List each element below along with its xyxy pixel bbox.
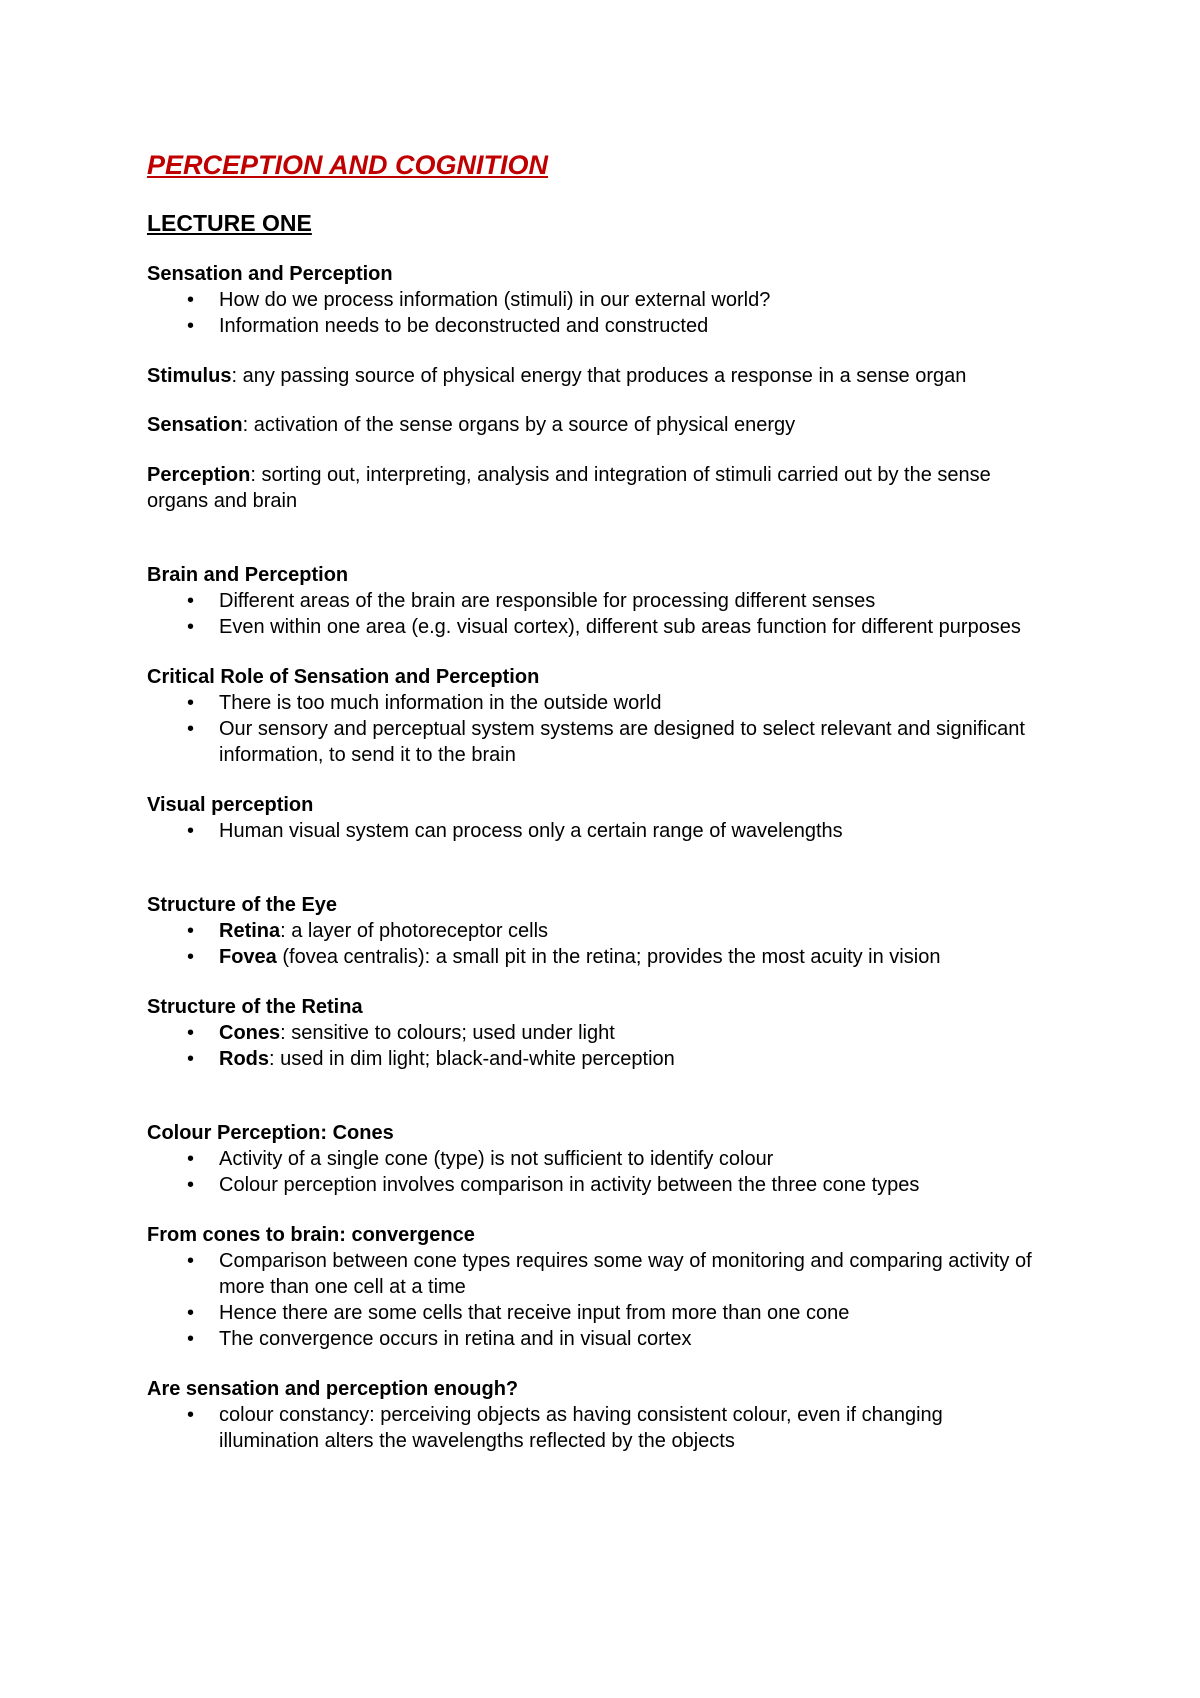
list-item (147, 1326, 1047, 1352)
section-structure-of-retina (147, 994, 1047, 1072)
section-heading: Colour Perception: Cones (147, 1122, 394, 1144)
bullet-list (147, 1020, 1047, 1072)
bullet-list (147, 287, 1047, 339)
definition-perception (147, 462, 1047, 514)
list-item-label: Retina (219, 920, 281, 942)
bullet-icon: • (187, 1148, 195, 1170)
section-heading: Brain and Perception (147, 564, 349, 586)
bullet-icon: • (187, 1328, 195, 1350)
definition-text: : sorting out, interpreting, analysis and integration of stimuli carried out by the sense organs and brain (147, 464, 991, 512)
list-item (147, 1146, 1047, 1172)
list-item-label: Cones (219, 1022, 281, 1044)
definition-stimulus (147, 363, 1047, 389)
section-sensation-and-perception (147, 261, 1047, 339)
list-item-label: Fovea (219, 946, 277, 968)
definition-term: Perception (147, 464, 251, 486)
section-heading: Visual perception (147, 794, 314, 816)
section-heading: Structure of the Eye (147, 894, 338, 916)
list-item-text: The convergence occurs in retina and in visual cortex (219, 1328, 692, 1350)
bullet-list (147, 1146, 1047, 1198)
list-item-text: : a layer of photoreceptor cells (280, 920, 549, 942)
bullet-icon: • (187, 616, 195, 638)
list-item (147, 944, 1047, 970)
list-item (147, 614, 1047, 640)
list-item-text: (fovea centralis): a small pit in the retina; provides the most acuity in vision (276, 946, 941, 968)
bullet-list (147, 818, 1047, 844)
bullet-list (147, 588, 1047, 640)
bullet-icon: • (187, 1302, 195, 1324)
section-convergence (147, 1222, 1047, 1352)
bullet-list (147, 1248, 1047, 1352)
list-item-text: colour constancy: perceiving objects as having consistent colour, even if changing illumination alters the wavelengths reflected by the objects (219, 1404, 943, 1452)
list-item-text: Comparison between cone types requires some way of monitoring and comparing activity of more than one cell at a time (219, 1250, 1032, 1298)
list-item-text: Activity of a single cone (type) is not sufficient to identify colour (219, 1148, 774, 1170)
section-visual-perception (147, 792, 1047, 844)
list-item (147, 1300, 1047, 1326)
section-critical-role (147, 664, 1047, 768)
list-item (147, 690, 1047, 716)
list-item-text: Different areas of the brain are responsible for processing different senses (219, 590, 876, 612)
section-enough (147, 1376, 1047, 1454)
bullet-icon: • (187, 692, 195, 714)
section-heading: Critical Role of Sensation and Perception (147, 666, 540, 688)
bullet-icon: • (187, 920, 195, 942)
list-item-text: Human visual system can process only a certain range of wavelengths (219, 820, 843, 842)
bullet-icon: • (187, 718, 195, 740)
definition-term: Stimulus (147, 365, 232, 387)
definition-term: Sensation (147, 414, 243, 436)
list-item-text: Hence there are some cells that receive input from more than one cone (219, 1302, 850, 1324)
list-item-text: : sensitive to colours; used under light (280, 1022, 615, 1044)
bullet-list (147, 918, 1047, 970)
list-item-text: Colour perception involves comparison in activity between the three cone types (219, 1174, 920, 1196)
section-heading: Are sensation and perception enough? (147, 1378, 519, 1400)
list-item (147, 918, 1047, 944)
list-item (147, 1172, 1047, 1198)
section-heading: From cones to brain: convergence (147, 1224, 475, 1246)
definition-text: : any passing source of physical energy that produces a response in a sense organ (231, 365, 967, 387)
definition-sensation (147, 412, 1047, 438)
definition-text: : activation of the sense organs by a source of physical energy (242, 414, 796, 436)
bullet-list (147, 1402, 1047, 1454)
bullet-icon: • (187, 1404, 195, 1426)
section-colour-perception (147, 1120, 1047, 1198)
list-item (147, 716, 1047, 768)
list-item (147, 287, 1047, 313)
bullet-icon: • (187, 1022, 195, 1044)
document-page (147, 148, 1047, 1454)
bullet-icon: • (187, 289, 195, 311)
list-item-label: Rods (219, 1048, 269, 1070)
list-item (147, 1020, 1047, 1046)
bullet-icon: • (187, 1174, 195, 1196)
list-item-text: : used in dim light; black-and-white perception (269, 1048, 675, 1070)
lecture-heading: LECTURE ONE (147, 210, 312, 236)
section-brain-and-perception (147, 562, 1047, 640)
list-item-text: Even within one area (e.g. visual cortex), different sub areas function for different purposes (219, 616, 1021, 638)
list-item (147, 1046, 1047, 1072)
list-item-text: Information needs to be deconstructed and constructed (219, 315, 709, 337)
list-item-text: There is too much information in the outside world (219, 692, 662, 714)
bullet-icon: • (187, 946, 195, 968)
list-item (147, 1402, 1047, 1454)
section-heading: Structure of the Retina (147, 996, 363, 1018)
bullet-icon: • (187, 1250, 195, 1272)
bullet-icon: • (187, 590, 195, 612)
list-item (147, 818, 1047, 844)
list-item (147, 313, 1047, 339)
list-item-text: How do we process information (stimuli) in our external world? (219, 289, 771, 311)
document-title: PERCEPTION AND COGNITION (147, 150, 549, 180)
list-item-text: Our sensory and perceptual system systems are designed to select relevant and significant information, to send it to the brain (219, 718, 1025, 766)
bullet-icon: • (187, 820, 195, 842)
bullet-list (147, 690, 1047, 768)
section-structure-of-eye (147, 892, 1047, 970)
list-item (147, 1248, 1047, 1300)
bullet-icon: • (187, 315, 195, 337)
bullet-icon: • (187, 1048, 195, 1070)
list-item (147, 588, 1047, 614)
section-heading: Sensation and Perception (147, 263, 393, 285)
